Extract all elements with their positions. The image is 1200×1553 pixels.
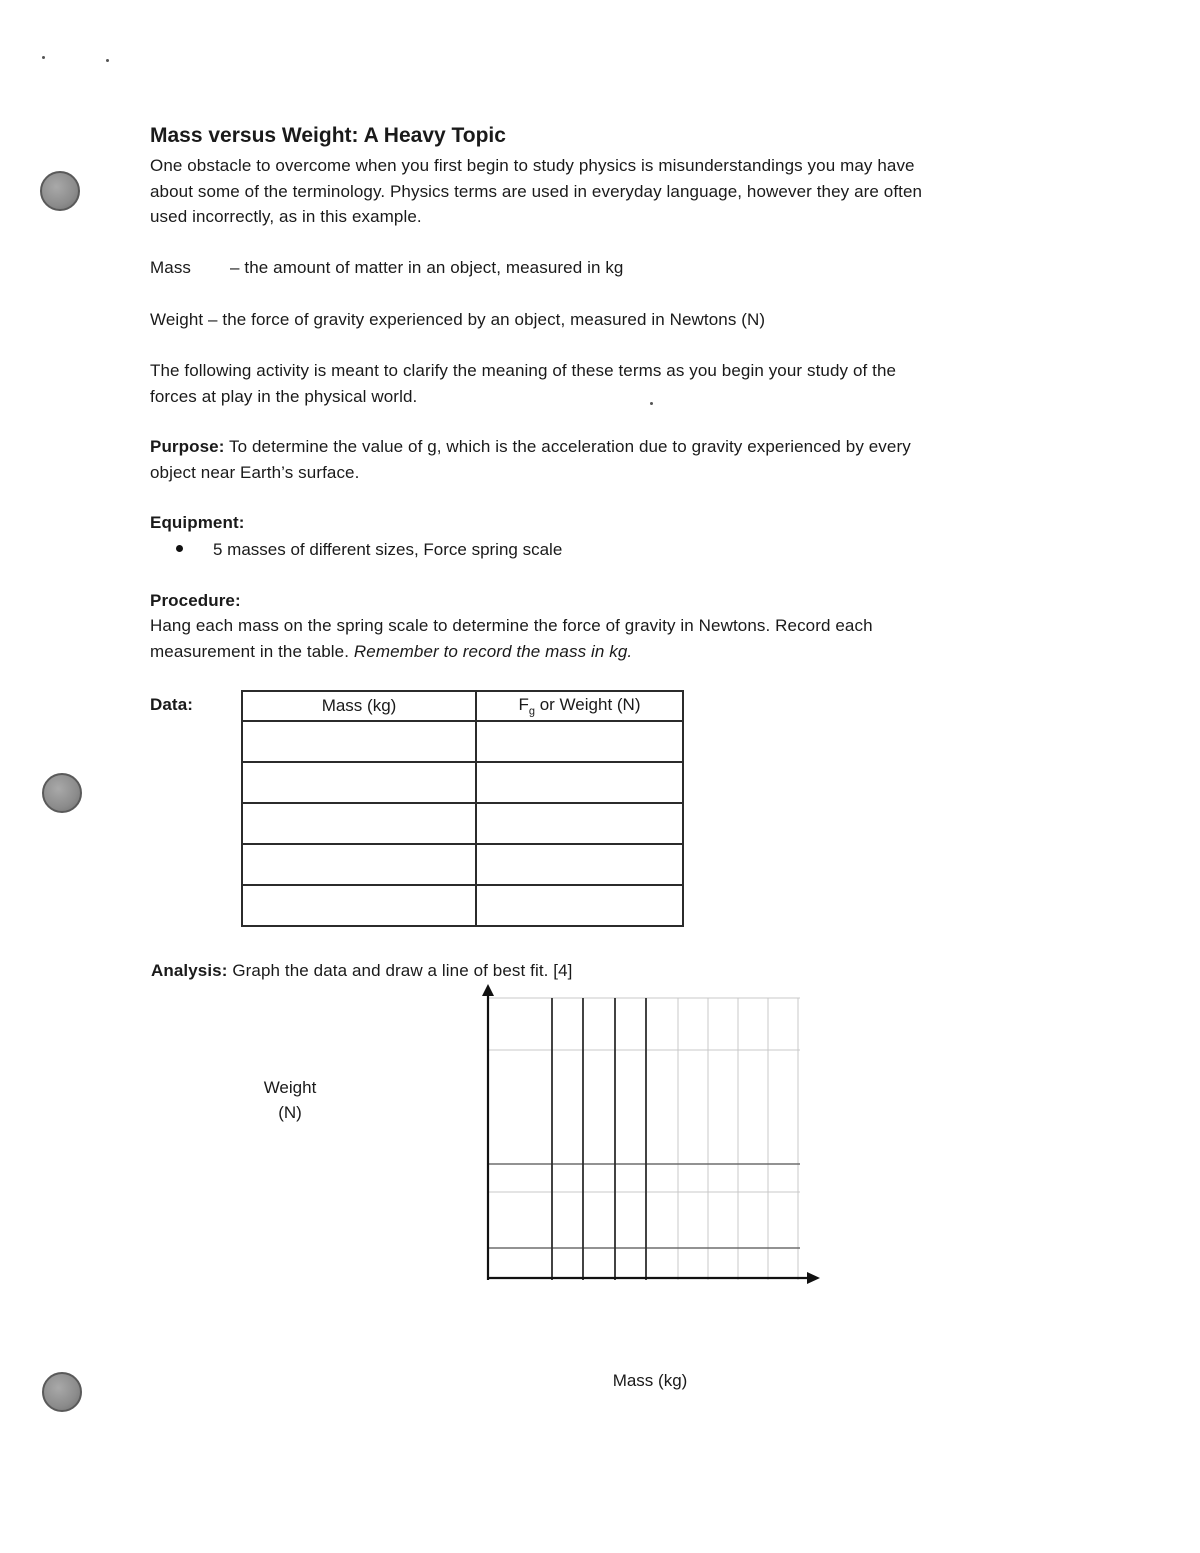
weight-definition — [150, 307, 765, 333]
table-row — [242, 721, 683, 762]
procedure-line: Hang each mass on the spring scale to determine the force of gravity in Newtons. Record each — [150, 616, 873, 635]
table-row — [242, 844, 683, 885]
weight-cell[interactable] — [476, 762, 683, 803]
intro-line: about some of the terminology. Physics terms are used in everyday language, however they are often — [150, 181, 923, 201]
intro-line: One obstacle to overcome when you first begin to study physics is misunderstandings you may have — [150, 156, 915, 175]
equipment-item-text: 5 masses of different sizes, Force spring scale — [213, 540, 563, 559]
purpose-text: To determine the value of g, which is the acceleration due to gravity experienced by every — [224, 437, 911, 456]
mass-cell[interactable] — [242, 803, 476, 844]
binder-hole-middle — [42, 773, 82, 813]
equipment-label: Equipment: — [150, 513, 245, 532]
mass-cell[interactable] — [242, 844, 476, 885]
procedure-text — [150, 613, 873, 664]
weight-cell[interactable] — [476, 721, 683, 762]
table-row — [242, 885, 683, 926]
data-table — [241, 690, 684, 927]
weight-cell[interactable] — [476, 844, 683, 885]
table-row — [242, 762, 683, 803]
weight-header-prefix: F — [518, 694, 529, 714]
procedure-label: Procedure: — [150, 591, 241, 610]
mass-cell[interactable] — [242, 885, 476, 926]
intro-line: used incorrectly, as in this example. — [150, 207, 422, 226]
procedure-reminder: Remember to record the mass in kg. — [353, 641, 633, 661]
y-axis-label-line1: Weight — [263, 1078, 317, 1097]
scan-speck — [106, 59, 109, 62]
weight-term: Weight — [150, 310, 204, 329]
activity-paragraph — [150, 358, 896, 409]
mass-column-header: Mass (kg) — [242, 691, 476, 721]
purpose-text-line2: object near Earth’s surface. — [150, 462, 360, 482]
table-header-row — [242, 691, 683, 721]
scan-speck — [42, 56, 45, 59]
weight-header-subscript: g — [528, 705, 535, 718]
y-axis-label-line2: (N) — [278, 1103, 302, 1122]
data-label: Data: — [150, 695, 194, 714]
mass-cell[interactable] — [242, 721, 476, 762]
weight-cell[interactable] — [476, 885, 683, 926]
table-row — [242, 803, 683, 844]
equipment-item — [176, 537, 562, 562]
weight-cell[interactable] — [476, 803, 683, 844]
y-axis-label — [250, 1075, 330, 1125]
bullet-icon — [176, 545, 183, 552]
mass-definition — [150, 255, 624, 281]
mass-cell[interactable] — [242, 762, 476, 803]
worksheet-title: Mass versus Weight: A Heavy Topic — [150, 124, 506, 147]
x-axis-arrow-icon — [807, 1272, 820, 1284]
analysis-text: Graph the data and draw a line of best fit. [4] — [227, 961, 573, 980]
procedure-line2: measurement in the table. — [150, 641, 354, 661]
analysis-label: Analysis: — [151, 961, 228, 980]
blank-graph-grid[interactable] — [470, 980, 830, 1290]
activity-line: The following activity is meant to clarify the meaning of these terms as you begin your study of the — [150, 361, 897, 380]
binder-hole-bottom — [42, 1372, 82, 1412]
y-axis-arrow-icon — [482, 984, 494, 996]
mass-term: Mass — [150, 258, 192, 277]
weight-header-suffix: or Weight (N) — [535, 694, 641, 714]
x-axis-label: Mass (kg) — [612, 1371, 688, 1390]
activity-line: forces at play in the physical world. — [150, 386, 418, 406]
weight-definition-text: – the force of gravity experienced by an object, measured in Newtons (N) — [208, 310, 766, 329]
intro-paragraph — [150, 153, 922, 230]
weight-column-header — [476, 691, 683, 721]
mass-definition-text: – the amount of matter in an object, measured in kg — [230, 258, 624, 277]
purpose-label: Purpose: — [150, 437, 225, 456]
purpose-section — [150, 434, 911, 485]
binder-hole-top — [40, 171, 80, 211]
